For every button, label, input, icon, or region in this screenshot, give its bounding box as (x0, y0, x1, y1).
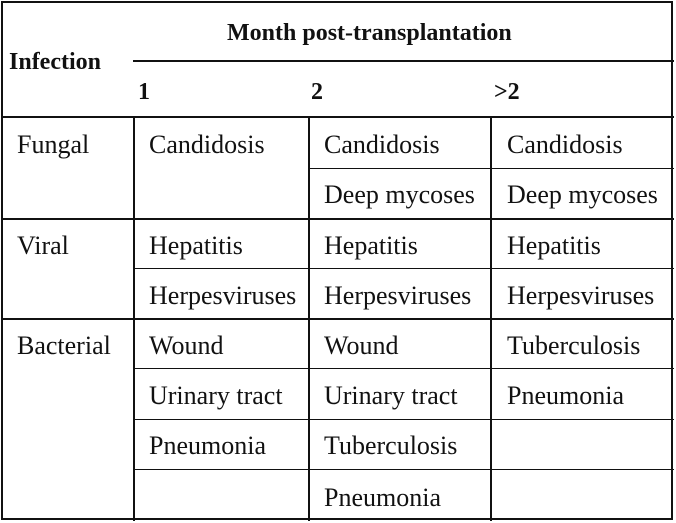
table-cell: Pneumonia (507, 381, 624, 410)
column-header-2: 2 (311, 79, 323, 105)
table-cell: Deep mycoses (507, 180, 658, 209)
table-cell: Urinary tract (149, 381, 283, 410)
infection-header: Infection (9, 49, 101, 75)
table-cell: Herpesviruses (507, 281, 655, 310)
column-2-3-rule (490, 117, 492, 521)
table-cell: Tuberculosis (507, 331, 641, 360)
table-cell: Urinary tract (324, 381, 458, 410)
category-column-rule (133, 117, 135, 521)
table-cell: Pneumonia (149, 431, 266, 460)
bacterial-inner-rule-3 (133, 469, 674, 470)
category-fungal: Fungal (17, 130, 90, 159)
viral-bottom-rule (1, 318, 674, 320)
category-bacterial: Bacterial (17, 331, 111, 360)
table-cell: Herpesviruses (149, 281, 297, 310)
header-subrule (133, 60, 674, 62)
table-cell: Hepatitis (324, 231, 418, 260)
viral-inner-rule (133, 268, 674, 269)
column-1-2-rule (308, 117, 310, 521)
table-cell: Deep mycoses (324, 180, 475, 209)
category-viral: Viral (17, 231, 69, 260)
fungal-bottom-rule (1, 218, 674, 220)
table-cell: Pneumonia (324, 483, 441, 512)
bacterial-inner-rule-1 (133, 368, 674, 369)
table-cell: Herpesviruses (324, 281, 472, 310)
table-cell: Candidosis (507, 130, 623, 159)
table-cell: Wound (324, 331, 399, 360)
table-cell: Hepatitis (507, 231, 601, 260)
table-cell: Wound (149, 331, 224, 360)
month-header: Month post-transplantation (227, 20, 512, 46)
table-cell: Candidosis (149, 130, 265, 159)
column-header-3: >2 (494, 79, 520, 105)
table-cell: Candidosis (324, 130, 440, 159)
bacterial-inner-rule-2 (133, 419, 674, 420)
table-cell: Tuberculosis (324, 431, 458, 460)
table-cell: Hepatitis (149, 231, 243, 260)
header-bottom-rule (1, 116, 674, 118)
column-header-1: 1 (138, 79, 150, 105)
